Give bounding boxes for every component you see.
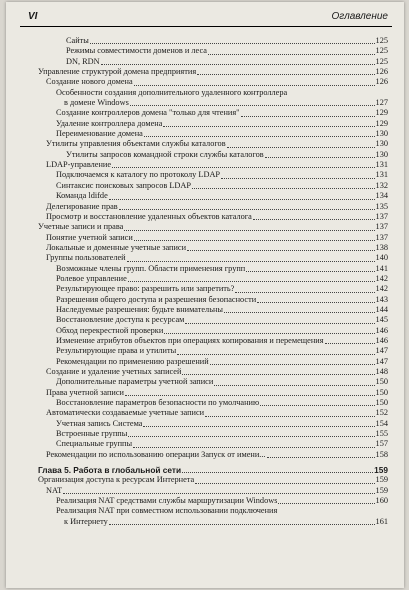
toc-entry[interactable] [38, 36, 388, 46]
dot-leader [246, 270, 374, 272]
toc-entry[interactable] [38, 326, 388, 336]
dot-leader [134, 239, 375, 241]
dot-leader [208, 53, 375, 55]
dot-leader [224, 311, 375, 313]
toc-page-number: 134 [375, 191, 388, 201]
chapter-heading[interactable] [38, 465, 388, 475]
toc-entry-text: Сайты [66, 36, 89, 45]
page-header [6, 2, 404, 24]
dot-leader [133, 446, 375, 448]
dot-leader [112, 166, 375, 168]
toc-page-number: 130 [375, 129, 388, 139]
toc-entry-text: Локальные и доменные учетные записи [46, 242, 187, 252]
dot-leader [90, 42, 375, 44]
toc-entry[interactable] [38, 475, 388, 485]
dot-leader [134, 84, 375, 86]
toc-entry-text: Создание нового домена [46, 77, 133, 87]
toc-entry[interactable] [38, 119, 388, 129]
toc-page-number: 131 [375, 170, 388, 180]
dot-leader [143, 425, 374, 427]
toc-entry[interactable] [38, 67, 388, 77]
toc-page-number: 131 [375, 160, 388, 170]
toc-page-number: 126 [375, 67, 388, 77]
running-title: Оглавление [331, 11, 388, 22]
toc-entry-text: Утилиты запросов командной строки службы каталогов [66, 149, 264, 159]
toc-page-number: 160 [375, 496, 388, 506]
toc-entry-text: Дополнительные параметры учетной записи [56, 377, 214, 387]
dot-leader [109, 198, 375, 200]
toc-page-number: 155 [375, 429, 388, 439]
toc-entry[interactable] [38, 367, 388, 377]
dot-leader [163, 125, 374, 127]
toc-page-number: 147 [375, 346, 388, 356]
page-folio: VI [28, 11, 38, 22]
toc-entry-text: Удаление контроллера домена [56, 118, 163, 128]
toc-page-number: 157 [375, 439, 388, 449]
toc-page-number: 159 [375, 485, 388, 495]
toc-entry-text: LDAP-управление [46, 160, 112, 170]
dot-leader [187, 249, 374, 251]
toc-page-number: 150 [375, 377, 388, 387]
chapter-title: Глава 5. Работа в глобальной сети [38, 465, 182, 476]
toc-page-number: 161 [375, 516, 388, 526]
toc-entry-text: Права учетной записи [46, 387, 124, 397]
toc-entry[interactable] [38, 212, 388, 222]
toc-entry-text: Разрешения общего доступа и разрешения безопасности [56, 294, 257, 304]
dot-leader [257, 301, 374, 303]
dot-leader [127, 260, 375, 262]
dot-leader [195, 482, 374, 484]
toc-entry-text: Режимы совместимости доменов и леса [66, 46, 207, 56]
dot-leader [124, 229, 374, 231]
toc-entry[interactable] [38, 108, 388, 118]
toc-entry-text: Ролевое управление [56, 273, 127, 283]
toc-page-number: 140 [375, 253, 388, 263]
toc-entry-text: Реализация NAT средствами службы маршрутизации Windows [56, 496, 278, 506]
toc-page-number: 127 [375, 98, 388, 108]
toc-page-number: 150 [375, 387, 388, 397]
dot-leader [192, 187, 375, 189]
toc-entry[interactable] [38, 160, 388, 170]
book-page [6, 2, 404, 588]
dot-leader [210, 363, 375, 365]
dot-leader [267, 456, 375, 458]
dot-leader [221, 177, 375, 179]
toc-entry[interactable] [38, 388, 388, 398]
dot-leader [164, 332, 374, 334]
table-of-contents [38, 36, 388, 527]
toc-entry[interactable] [38, 419, 388, 429]
toc-entry-text: Изменение атрибутов объектов при операциях копирования и перемещения [56, 335, 324, 345]
dot-leader [241, 115, 375, 117]
dot-leader [253, 218, 375, 220]
toc-entry[interactable] [38, 77, 388, 87]
toc-entry-text: Синтаксис поисковых запросов LDAP [56, 180, 191, 190]
toc-entry-text: Понятие учетной записи [46, 232, 133, 242]
chapter-page-number: 159 [374, 465, 388, 476]
toc-entry[interactable] [38, 305, 388, 315]
toc-entry[interactable] [38, 408, 388, 418]
dot-leader [63, 492, 374, 494]
dot-leader [125, 394, 375, 396]
toc-page-number: 130 [375, 139, 388, 149]
dot-leader [109, 523, 375, 525]
dot-leader [325, 342, 375, 344]
toc-entry-text: Рекомендации по применению разрешений [56, 356, 209, 366]
toc-entry-text: Возможные члены групп. Области применения групп [56, 263, 246, 273]
toc-entry[interactable] [38, 264, 388, 274]
toc-entry-text: Делегирование прав [46, 201, 118, 211]
toc-entry-text: NAT [46, 485, 63, 495]
toc-entry[interactable] [38, 98, 388, 108]
dot-leader [128, 280, 375, 282]
toc-entry-text: Команда ldifde [56, 191, 108, 201]
toc-page-number: 129 [375, 118, 388, 128]
toc-entry[interactable] [38, 274, 388, 284]
toc-entry-text: к Интернету [64, 516, 108, 526]
toc-entry[interactable] [38, 139, 388, 149]
toc-entry[interactable] [38, 450, 388, 460]
toc-entry-text: Учетные записи и права [38, 222, 124, 232]
toc-entry-text: Учетная запись Система [56, 418, 143, 428]
toc-entry[interactable] [38, 150, 388, 160]
toc-entry[interactable] [38, 46, 388, 56]
toc-entry-text: Специальные группы [56, 439, 133, 449]
toc-entry[interactable] [38, 315, 388, 325]
toc-entry-text: Особенности создания дополнительного удаленного контроллера [56, 87, 288, 97]
toc-page-number: 158 [375, 449, 388, 459]
toc-entry[interactable] [38, 398, 388, 408]
toc-entry-text: Результирующие права и утилиты [56, 346, 177, 356]
toc-entry[interactable] [38, 57, 388, 67]
dot-leader [214, 384, 374, 386]
toc-entry[interactable] [38, 170, 388, 180]
toc-entry-text: Рекомендации по использованию операции Запуск от имени... [46, 449, 266, 459]
dot-leader [278, 502, 374, 504]
toc-entry[interactable] [38, 377, 388, 387]
dot-leader [185, 322, 374, 324]
toc-page-number: 137 [375, 232, 388, 242]
toc-page-number: 129 [375, 108, 388, 118]
toc-page-number: 138 [375, 242, 388, 252]
dot-leader [130, 104, 375, 106]
toc-entry-text: Просмотр и восстановление удаленных объектов каталога [46, 211, 252, 221]
dot-leader [182, 471, 373, 473]
toc-page-number: 130 [375, 149, 388, 159]
toc-page-number: 146 [375, 335, 388, 345]
toc-entry-text: Реализация NAT при совместном использовании подключения [56, 506, 278, 516]
dot-leader [197, 73, 374, 75]
toc-page-number: 159 [375, 475, 388, 485]
toc-entry[interactable] [38, 202, 388, 212]
toc-entry[interactable] [38, 336, 388, 346]
toc-entry-text: DN, RDN [66, 56, 100, 66]
toc-entry[interactable] [38, 496, 388, 506]
toc-page-number: 147 [375, 356, 388, 366]
toc-entry-text: Результирующее право: разрешить или запретить? [56, 284, 235, 294]
toc-entry[interactable] [38, 295, 388, 305]
dot-leader [101, 63, 375, 65]
toc-page-number: 125 [375, 36, 388, 45]
dot-leader [235, 291, 374, 293]
toc-page-number: 144 [375, 304, 388, 314]
toc-entry[interactable] [38, 486, 388, 496]
toc-entry-text: Переименование домена [56, 129, 143, 139]
toc-page-number: 137 [375, 222, 388, 232]
toc-page-number: 132 [375, 180, 388, 190]
toc-entry[interactable] [38, 243, 388, 253]
toc-page-number: 126 [375, 77, 388, 87]
toc-page-number: 152 [375, 408, 388, 418]
toc-page-number: 145 [375, 315, 388, 325]
toc-page-number: 142 [375, 273, 388, 283]
toc-page-number: 141 [375, 263, 388, 273]
toc-entry-text: Управление структурой домена предприятия [38, 67, 197, 77]
toc-entry[interactable] [38, 191, 388, 201]
toc-entry-text: Восстановление доступа к ресурсам [56, 315, 185, 325]
toc-page-number: 148 [375, 367, 388, 376]
dot-leader [260, 404, 374, 406]
toc-entry-text: Организация доступа к ресурсам Интернета [38, 475, 195, 485]
dot-leader [177, 353, 374, 355]
dot-leader [119, 208, 375, 210]
toc-page-number: 135 [375, 201, 388, 211]
toc-page-number: 125 [375, 46, 388, 56]
toc-entry-text: Обход перекрестной проверки [56, 325, 164, 335]
toc-entry[interactable] [38, 129, 388, 139]
toc-page-number: 154 [375, 418, 388, 428]
dot-leader [265, 156, 375, 158]
dot-leader [227, 146, 375, 148]
toc-page-number: 146 [375, 325, 388, 335]
toc-entry-text: Создание контроллеров домена "только для чтения" [56, 108, 240, 118]
toc-entry-text: в домене Windows [64, 98, 129, 108]
toc-entry-text: Встроенные группы [56, 429, 128, 439]
toc-page-number: 150 [375, 398, 388, 408]
toc-entry[interactable] [38, 357, 388, 367]
toc-entry-text: Группы пользователей [46, 253, 126, 263]
toc-page-number: 137 [375, 211, 388, 221]
toc-entry-text: Автоматически создаваемые учетные записи [46, 408, 205, 418]
toc-entry-text: Наследуемые разрешения: будьте внимательны [56, 304, 223, 314]
toc-page-number: 143 [375, 294, 388, 304]
dot-leader [205, 415, 374, 417]
toc-entry[interactable] [38, 346, 388, 356]
toc-entry[interactable] [38, 253, 388, 263]
toc-entry-text: Восстановление параметров безопасности по умолчанию [56, 398, 260, 408]
dot-leader [144, 135, 375, 137]
toc-entry[interactable] [38, 222, 388, 232]
toc-entry-text: Создание и удаление учетных записей [46, 367, 182, 376]
header-rule [20, 26, 392, 27]
toc-entry[interactable] [38, 233, 388, 243]
dot-leader [128, 435, 374, 437]
dot-leader [182, 373, 374, 375]
toc-entry[interactable] [38, 439, 388, 449]
toc-entry-text: Утилиты управления объектами службы каталогов [46, 139, 226, 149]
toc-entry-text: Подключаемся к каталогу по протоколу LDAP [56, 170, 221, 180]
toc-entry[interactable] [38, 181, 388, 191]
toc-entry[interactable] [38, 517, 388, 527]
toc-entry[interactable] [38, 284, 388, 294]
toc-entry[interactable] [38, 429, 388, 439]
toc-page-number: 142 [375, 284, 388, 294]
toc-page-number: 125 [375, 56, 388, 66]
